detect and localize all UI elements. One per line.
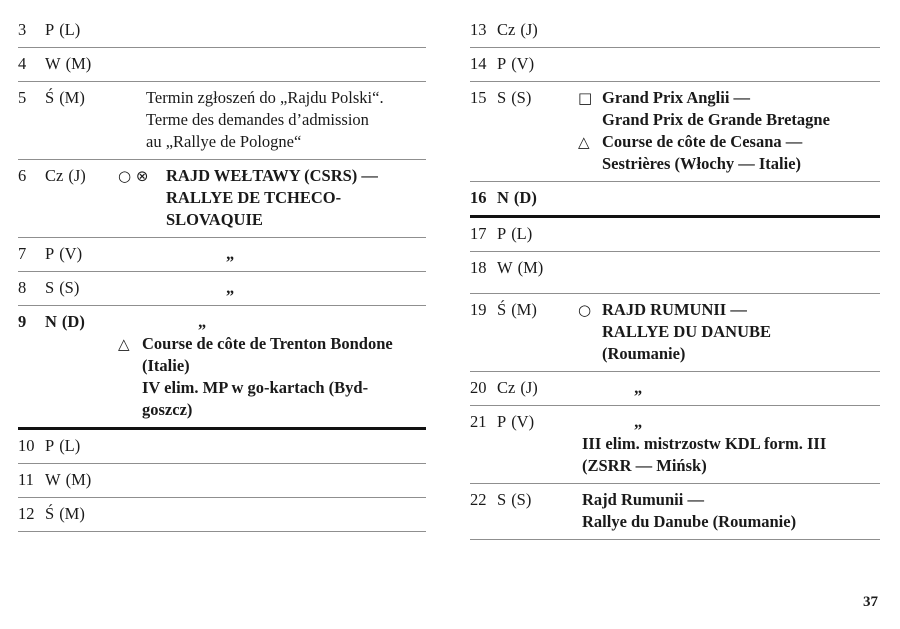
- weekday-code: Ś: [497, 300, 507, 319]
- event-title: RAJD WEŁTAWY (CSRS) —: [166, 166, 378, 185]
- day-number: 17: [470, 224, 487, 243]
- weekday-code: W: [45, 54, 61, 73]
- event-title: SLOVAQUIE: [166, 210, 263, 229]
- weekday-code: S: [497, 490, 507, 509]
- date: [470, 257, 543, 279]
- day-row-20: [470, 372, 880, 406]
- event-text: au „Rallye de Pologne“: [146, 132, 302, 151]
- event-title: Sestrières (Włochy — Italie): [602, 154, 802, 173]
- weekday-code: P: [45, 244, 55, 263]
- square-icon: □: [578, 89, 593, 107]
- day-number: 20: [470, 378, 487, 397]
- weekday-paren: (M): [59, 88, 85, 107]
- weekday-paren: (L): [59, 20, 81, 39]
- right-column: [470, 14, 880, 540]
- weekday-code: Ś: [45, 504, 55, 523]
- weekday-paren: (M): [59, 504, 85, 523]
- date: [470, 377, 538, 399]
- weekday-code: S: [45, 278, 55, 297]
- ditto-mark: „: [226, 244, 235, 263]
- day-row-21: [470, 406, 880, 484]
- day-row-4: [18, 48, 426, 82]
- day-number: 15: [470, 88, 487, 107]
- date: [470, 19, 538, 41]
- day-row-19: [470, 294, 880, 372]
- day-row-12: [18, 498, 426, 532]
- event-text: Termin zgłoszeń do „Rajdu Polski“.: [146, 88, 384, 107]
- weekday-paren: (M): [517, 258, 544, 277]
- day-row-9: [18, 306, 426, 430]
- day-number: 18: [470, 258, 487, 277]
- day-row-6: [18, 160, 426, 238]
- weekday-paren: (M): [65, 470, 92, 489]
- date: [18, 53, 91, 75]
- date: [18, 87, 85, 109]
- weekday-paren: (J): [520, 378, 538, 397]
- date: [18, 19, 80, 41]
- event-title: (Roumanie): [602, 344, 686, 363]
- weekday-code: Ś: [45, 88, 55, 107]
- date: [18, 435, 80, 457]
- day-row-5: [18, 82, 426, 160]
- weekday-code: Cz: [497, 378, 516, 397]
- triangle-icon: △: [118, 335, 130, 353]
- day-row-11: [18, 464, 426, 498]
- day-row-10: [18, 430, 426, 464]
- event-title: Grand Prix Anglii —: [602, 88, 751, 107]
- event-title: RALLYE DU DANUBE: [602, 322, 772, 341]
- event-title: Course de côte de Cesana —: [602, 132, 803, 151]
- weekday-paren: (M): [511, 300, 537, 319]
- date: [18, 165, 86, 187]
- day-row-22: [470, 484, 880, 540]
- event-title: Course de côte de Trenton Bondone: [142, 334, 393, 353]
- day-row-15: [470, 82, 880, 182]
- weekday-code: P: [45, 20, 55, 39]
- event-title: (ZSRR — Mińsk): [582, 456, 707, 475]
- weekday-code: Cz: [45, 166, 64, 185]
- date: [18, 277, 79, 299]
- day-number: 7: [18, 244, 27, 263]
- weekday-code: P: [497, 224, 507, 243]
- triangle-icon: △: [578, 133, 590, 151]
- weekday-paren: (L): [511, 224, 533, 243]
- weekday-code: Cz: [497, 20, 516, 39]
- day-number: 22: [470, 490, 487, 509]
- day-number: 6: [18, 166, 27, 185]
- date: [470, 411, 534, 433]
- date: [470, 53, 534, 75]
- weekday-code: N: [497, 188, 509, 207]
- day-number: 16: [470, 188, 487, 207]
- day-number: 21: [470, 412, 487, 431]
- day-row-13: [470, 14, 880, 48]
- weekday-paren: (D): [513, 188, 537, 207]
- day-row-14: [470, 48, 880, 82]
- ditto-mark: „: [634, 378, 643, 397]
- date: [18, 469, 91, 491]
- weekday-paren: (L): [59, 436, 81, 455]
- weekday-paren: (D): [61, 312, 85, 331]
- event-text: Terme des demandes d’admission: [146, 110, 369, 129]
- weekday-paren: (S): [59, 278, 80, 297]
- event-title: Grand Prix de Grande Bretagne: [602, 110, 830, 129]
- date: [470, 187, 537, 209]
- weekday-paren: (V): [511, 412, 535, 431]
- circle-icon: ○: [578, 301, 592, 319]
- day-number: 12: [18, 504, 35, 523]
- day-row-3: [18, 14, 426, 48]
- date: [18, 503, 85, 525]
- event-title: Rallye du Danube (Roumanie): [582, 512, 797, 531]
- day-row-8: [18, 272, 426, 306]
- weekday-code: W: [45, 470, 61, 489]
- ditto-mark: „: [634, 412, 643, 431]
- event-title: goszcz): [142, 400, 193, 419]
- day-number: 9: [18, 312, 27, 331]
- weekday-code: N: [45, 312, 57, 331]
- left-column: [18, 14, 426, 532]
- weekday-paren: (V): [511, 54, 535, 73]
- weekday-code: S: [497, 88, 507, 107]
- day-number: 8: [18, 278, 27, 297]
- day-number: 14: [470, 54, 487, 73]
- day-row-16: [470, 182, 880, 218]
- event-title: RAJD RUMUNII —: [602, 300, 747, 319]
- event-title: (Italie): [142, 356, 190, 375]
- event-title: IV elim. MP w go-kartach (Byd-: [142, 378, 369, 397]
- weekday-code: P: [497, 412, 507, 431]
- weekday-paren: (S): [511, 490, 532, 509]
- day-number: 11: [18, 470, 34, 489]
- date: [18, 311, 85, 333]
- ditto-mark: „: [226, 278, 235, 297]
- day-number: 19: [470, 300, 487, 319]
- weekday-paren: (M): [65, 54, 92, 73]
- weekday-paren: (J): [520, 20, 538, 39]
- event-title: III elim. mistrzostw KDL form. III: [582, 434, 827, 453]
- weekday-code: W: [497, 258, 513, 277]
- day-number: 4: [18, 54, 27, 73]
- day-row-18: [470, 252, 880, 294]
- weekday-paren: (V): [59, 244, 83, 263]
- date: [470, 489, 531, 511]
- date: [18, 243, 82, 265]
- weekday-paren: (S): [511, 88, 532, 107]
- date: [470, 223, 532, 245]
- day-row-7: [18, 238, 426, 272]
- day-row-17: [470, 218, 880, 252]
- event-title: Rajd Rumunii —: [582, 490, 704, 509]
- circle-cross-icon: ○ ⊗: [118, 167, 149, 185]
- weekday-paren: (J): [68, 166, 86, 185]
- event-title: RALLYE DE TCHECO-: [166, 188, 342, 207]
- weekday-code: P: [497, 54, 507, 73]
- date: [470, 299, 537, 321]
- page-number: 37: [863, 594, 878, 610]
- ditto-mark: „: [198, 312, 207, 331]
- day-number: 5: [18, 88, 27, 107]
- weekday-code: P: [45, 436, 55, 455]
- date: [470, 87, 531, 109]
- day-number: 3: [18, 20, 27, 39]
- day-number: 13: [470, 20, 487, 39]
- day-number: 10: [18, 436, 35, 455]
